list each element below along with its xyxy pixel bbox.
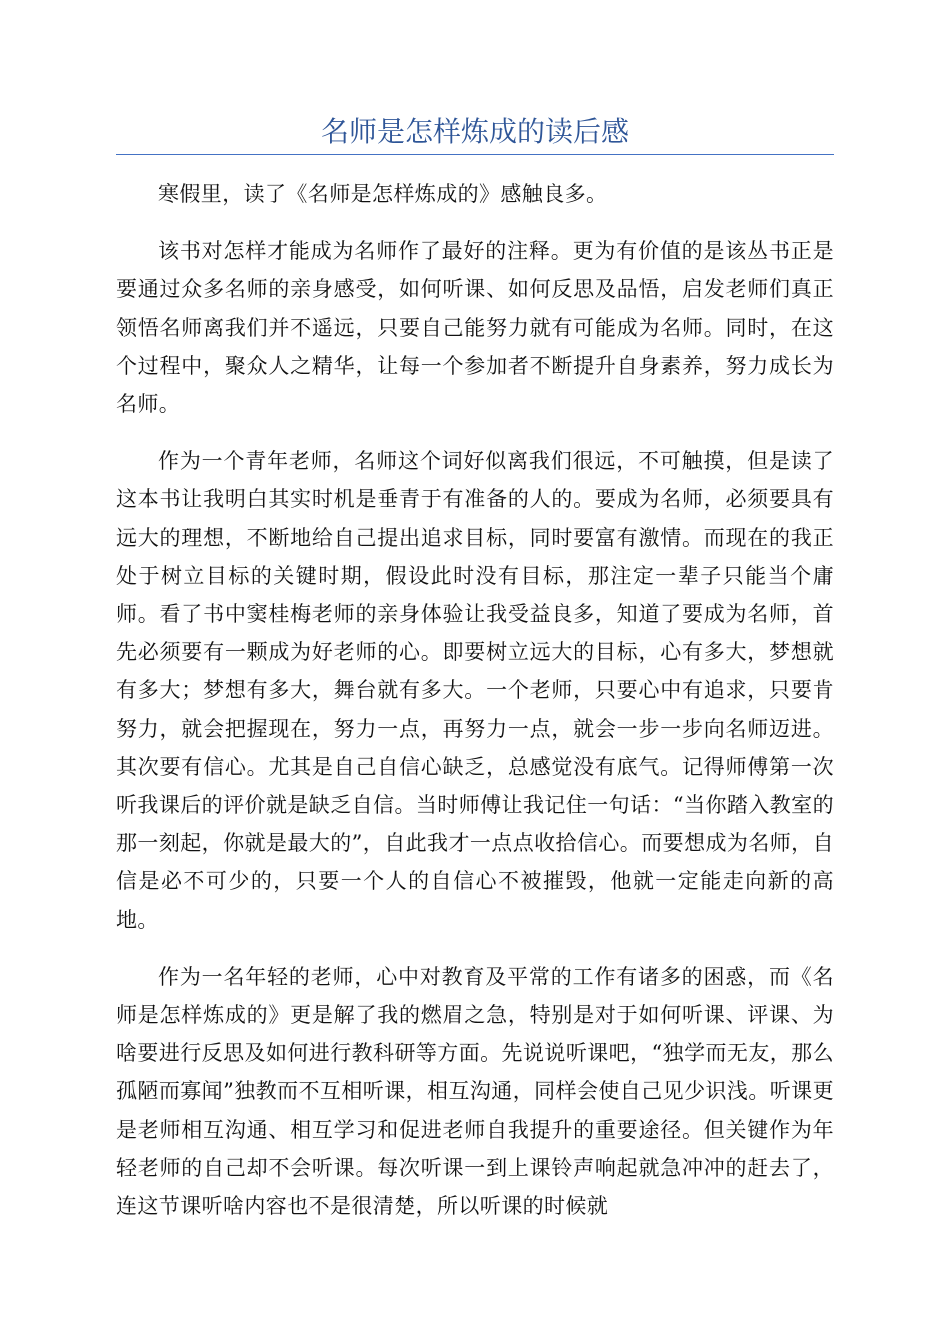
paragraph-4: 作为一名年轻的老师，心中对教育及平常的工作有诸多的困惑，而《名师是怎样炼成的》更是解了我的燃眉之急，特别是对于如何听课、评课、为啥要进行反思及如何进行教科研等方面。先说说听课吧，“独学而无友，那么孤陋而寡闻”独教而不互相听课，相互沟通，同样会使自己见少识浅。听课更是老师相互沟通、相互学习和促进老师自我提升的重要途径。但关键作为年轻老师的自己却不会听课。每次听课一到上课铃声响起就急冲冲的赶去了，连这节课听啥内容也不是很清楚，所以听课的时候就	[116, 964, 834, 1219]
document-page	[116, 112, 834, 1244]
paragraph-3: 作为一个青年老师，名师这个词好似离我们很远，不可触摸，但是读了这本书让我明白其实时机是垂青于有准备的人的。要成为名师，必须要具有远大的理想，不断地给自己提出追求目标，同时要富有激情。而现在的我正处于树立目标的关键时期，假设此时没有目标，那注定一辈子只能当个庸师。看了书中窦桂梅老师的亲身体验让我受益良多，知道了要成为名师，首先必须要有一颗成为好老师的心。即要树立远大的目标，心有多大，梦想就有多大；梦想有多大，舞台就有多大。一个老师，只要心中有追求，只要肯努力，就会把握现在，努力一点，再努力一点，就会一步一步向名师迈进。其次要有信心。尤其是自己自信心缺乏，总感觉没有底气。记得师傅第一次听我课后的评价就是缺乏自信。当时师傅让我记住一句话：“当你踏入教室的那一刻起，你就是最大的”，自此我才一点点收拾信心。而要想成为名师，自信是必不可少的，只要一个人的自信心不被摧毁，他就一定能走向新的高地。	[116, 449, 834, 932]
title-underline	[116, 154, 834, 155]
document-title: 名师是怎样炼成的读后感	[320, 115, 629, 148]
paragraph-1: 寒假里，读了《名师是怎样炼成的》感触良多。	[158, 182, 608, 206]
paragraph-2: 该书对怎样才能成为名师作了最好的注释。更为有价值的是该丛书正是要通过众多名师的亲身感受，如何听课、如何反思及品悟，启发老师们真正领悟名师离我们并不遥远，只要自己能努力就有可能成为名师。同时，在这个过程中，聚众人之精华，让每一个参加者不断提升自身素养，努力成长为名师。	[116, 239, 834, 417]
